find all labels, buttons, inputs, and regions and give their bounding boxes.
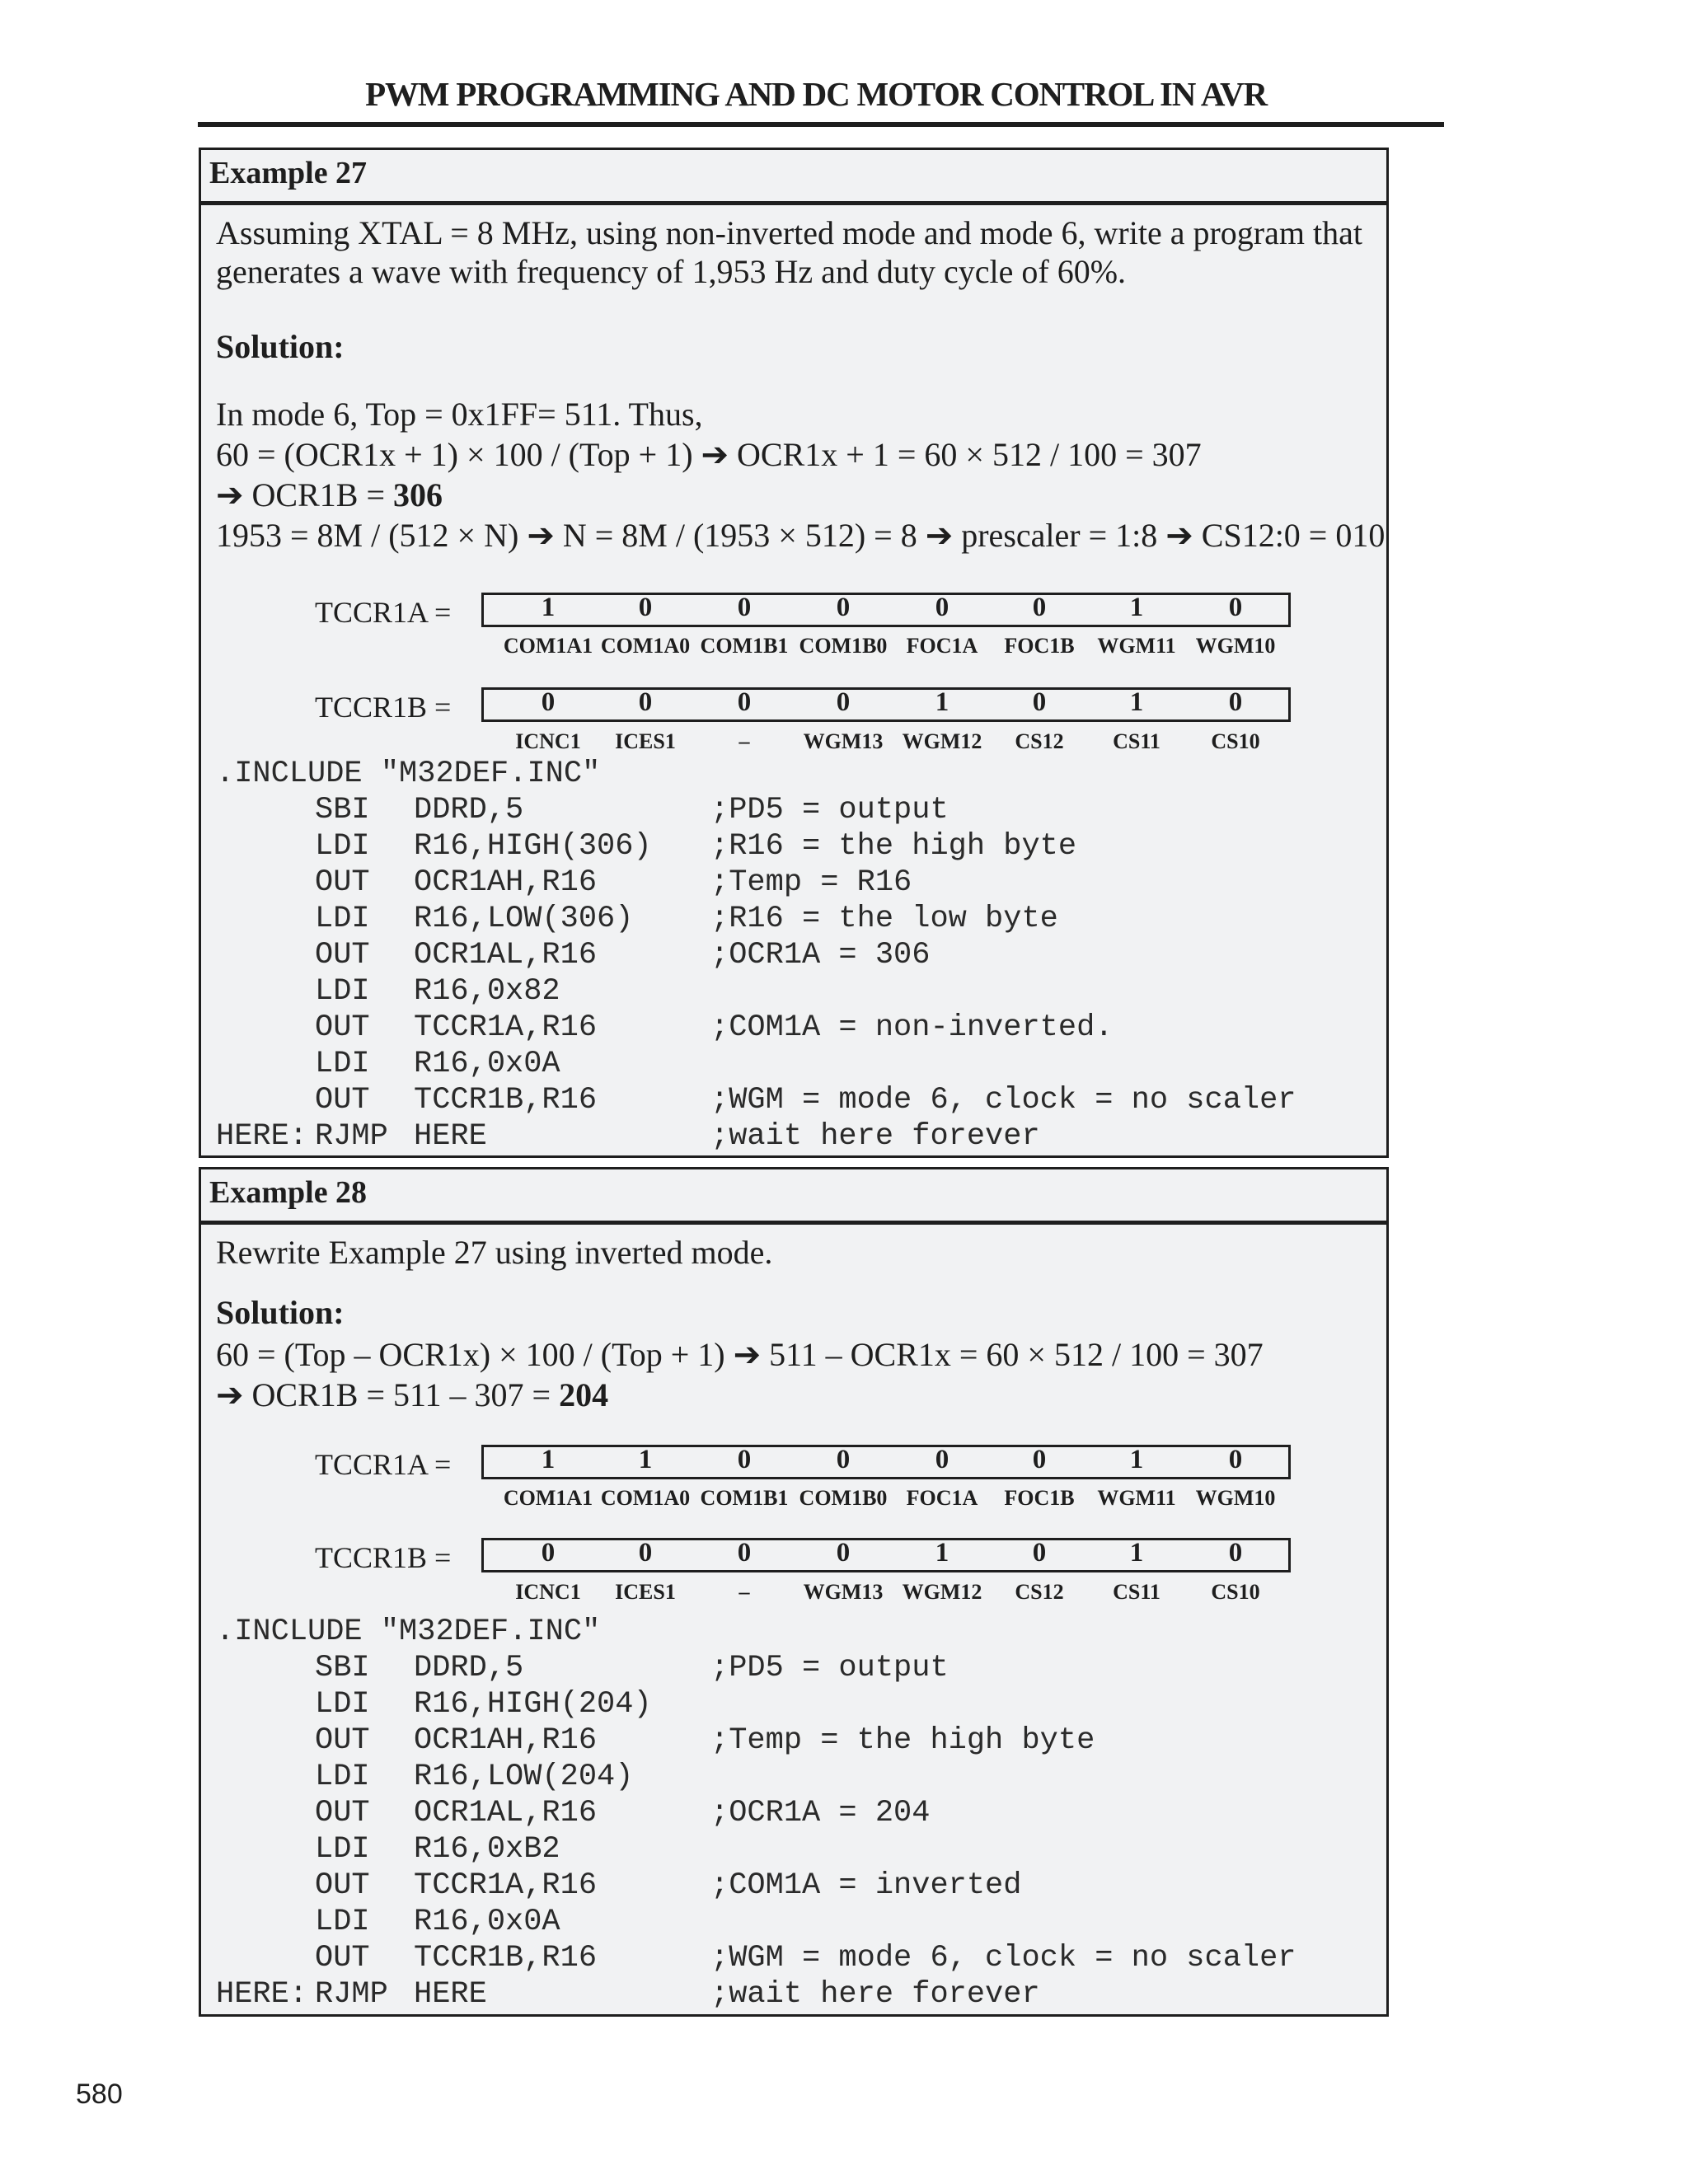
tccr1a-register: [481, 1445, 1291, 1479]
register-bit-name: CS11: [1113, 1580, 1160, 1604]
code-comment: ;COM1A = inverted: [710, 1868, 1022, 1903]
code-opcode: OUT: [315, 1723, 370, 1758]
register-bit-name: FOC1A: [906, 1486, 978, 1510]
code-opcode: LDI: [315, 1047, 370, 1081]
calc-line-3-text: ➔ OCR1B =: [216, 476, 393, 513]
code-comment: ;R16 = the low byte: [710, 902, 1058, 936]
example-28-title: Example 28: [201, 1169, 1386, 1225]
register-bit-name: WGM12: [902, 729, 982, 753]
code-comment: ;Temp = the high byte: [710, 1723, 1095, 1758]
register-bit-6: 0: [638, 687, 653, 717]
register-bit-3: 0: [935, 593, 950, 622]
code-operands: OCR1AL,R16: [414, 1796, 598, 1830]
code-operands: TCCR1B,R16: [414, 1083, 598, 1118]
register-bit-2: 0: [1032, 593, 1047, 622]
code-operands: R16,0x0A: [414, 1047, 560, 1081]
calc-line-1: 60 = (Top – OCR1x) × 100 / (Top + 1) ➔ 511 – OCR1x = 60 × 512 / 100 = 307: [216, 1336, 1264, 1373]
register-bit-name: –: [738, 1580, 750, 1604]
register-bit-name: CS11: [1113, 729, 1160, 753]
code-operands: OCR1AH,R16: [414, 865, 598, 900]
register-bit-name: ICNC1: [515, 1580, 581, 1604]
code-opcode: OUT: [315, 865, 370, 900]
calc-line-2-text: ➔ OCR1B = 511 – 307 =: [216, 1376, 560, 1413]
register-bit-3: 1: [935, 687, 950, 717]
register-bit-0: 0: [1228, 1538, 1243, 1568]
code-label: HERE:: [216, 1119, 308, 1154]
register-bit-name: COM1A1: [503, 634, 593, 658]
register-bit-name: CS12: [1015, 729, 1064, 753]
register-bit-4: 0: [836, 1445, 851, 1474]
register-bit-name: FOC1B: [1004, 1486, 1075, 1510]
register-bit-0: 0: [1228, 687, 1243, 717]
register-bit-name: CS10: [1211, 729, 1260, 753]
code-label: .INCLUDE "M32DEF.INC": [216, 757, 601, 791]
register-bit-6: 0: [638, 1538, 653, 1568]
problem-line-1: Assuming XTAL = 8 MHz, using non-inverted mode and mode 6, write a program that: [216, 214, 1362, 251]
tccr1b-register: [481, 1538, 1291, 1572]
register-bit-4: 0: [836, 1538, 851, 1568]
code-opcode: LDI: [315, 829, 370, 864]
code-operands: R16,LOW(204): [414, 1760, 634, 1794]
register-bit-3: 0: [935, 1445, 950, 1474]
register-bit-name: WGM11: [1097, 634, 1176, 658]
register-bit-name: ICES1: [615, 1580, 676, 1604]
register-bit-1: 1: [1129, 593, 1144, 622]
register-bit-1: 1: [1129, 687, 1144, 717]
tccr1a-label: TCCR1A =: [315, 1448, 452, 1481]
code-opcode: OUT: [315, 1796, 370, 1830]
code-opcode: LDI: [315, 974, 370, 1009]
code-opcode: RJMP: [315, 1977, 388, 2012]
example-27-title: Example 27: [201, 150, 1386, 205]
code-opcode: LDI: [315, 902, 370, 936]
register-bit-6: 0: [638, 593, 653, 622]
code-comment: ;OCR1A = 204: [710, 1796, 931, 1830]
register-bit-5: 0: [737, 687, 752, 717]
register-bit-6: 1: [638, 1445, 653, 1474]
register-bit-name: FOC1A: [906, 634, 978, 658]
ocr1b-value: 204: [559, 1376, 609, 1413]
tccr1a-label: TCCR1A =: [315, 596, 452, 629]
code-operands: TCCR1A,R16: [414, 1010, 598, 1045]
header-rule: [198, 122, 1444, 127]
code-label: .INCLUDE "M32DEF.INC": [216, 1615, 601, 1649]
register-bit-7: 1: [541, 1445, 556, 1474]
tccr1a-register: [481, 593, 1291, 627]
code-operands: HERE: [414, 1977, 487, 2012]
register-bit-name: ICNC1: [515, 729, 581, 753]
register-bit-name: COM1A0: [600, 634, 691, 658]
code-comment: ;WGM = mode 6, clock = no scaler: [710, 1083, 1296, 1118]
code-comment: ;Temp = R16: [710, 865, 912, 900]
code-operands: R16,LOW(306): [414, 902, 634, 936]
register-bit-name: WGM13: [803, 1580, 884, 1604]
code-opcode: SBI: [315, 793, 370, 827]
code-operands: OCR1AH,R16: [414, 1723, 598, 1758]
code-comment: ;WGM = mode 6, clock = no scaler: [710, 1941, 1296, 1975]
register-bit-name: CS10: [1211, 1580, 1260, 1604]
running-head: PWM PROGRAMMING AND DC MOTOR CONTROL IN AVR: [365, 75, 1267, 113]
code-opcode: LDI: [315, 1905, 370, 1939]
tccr1b-register: [481, 687, 1291, 722]
code-operands: R16,0x82: [414, 974, 560, 1009]
register-bit-0: 0: [1228, 1445, 1243, 1474]
register-bit-name: COM1A0: [600, 1486, 691, 1510]
register-bit-name: WGM10: [1195, 1486, 1276, 1510]
code-opcode: OUT: [315, 1083, 370, 1118]
code-operands: R16,HIGH(204): [414, 1687, 652, 1722]
register-bit-1: 1: [1129, 1445, 1144, 1474]
calc-line-2: 60 = (OCR1x + 1) × 100 / (Top + 1) ➔ OCR1x + 1 = 60 × 512 / 100 = 307: [216, 436, 1202, 473]
register-bit-3: 1: [935, 1538, 950, 1568]
calc-line-3: [216, 476, 443, 515]
register-bit-5: 0: [737, 593, 752, 622]
register-bit-2: 0: [1032, 1538, 1047, 1568]
code-operands: TCCR1A,R16: [414, 1868, 598, 1903]
register-bit-name: COM1A1: [503, 1486, 593, 1510]
code-opcode: OUT: [315, 938, 370, 972]
code-opcode: OUT: [315, 1010, 370, 1045]
register-bit-name: –: [738, 729, 750, 753]
code-operands: R16,0xB2: [414, 1832, 560, 1867]
code-opcode: LDI: [315, 1832, 370, 1867]
calc-line-4: 1953 = 8M / (512 × N) ➔ N = 8M / (1953 × 512) = 8 ➔ prescaler = 1:8 ➔ CS12:0 = 010: [216, 517, 1386, 554]
solution-heading: Solution:: [216, 1294, 345, 1331]
register-bit-0: 0: [1228, 593, 1243, 622]
code-opcode: RJMP: [315, 1119, 388, 1154]
ocr1b-value: 306: [393, 476, 443, 513]
code-comment: ;PD5 = output: [710, 793, 949, 827]
calc-line-2: [216, 1376, 608, 1415]
solution-heading: Solution:: [216, 328, 345, 365]
register-bit-name: FOC1B: [1004, 634, 1075, 658]
register-bit-2: 0: [1032, 687, 1047, 717]
register-bit-name: WGM11: [1097, 1486, 1176, 1510]
code-opcode: OUT: [315, 1868, 370, 1903]
code-opcode: SBI: [315, 1651, 370, 1685]
register-bit-name: ICES1: [615, 729, 676, 753]
register-bit-2: 0: [1032, 1445, 1047, 1474]
code-operands: R16,0x0A: [414, 1905, 560, 1939]
register-bit-1: 1: [1129, 1538, 1144, 1568]
register-bit-7: 1: [541, 593, 556, 622]
calc-line-1: In mode 6, Top = 0x1FF= 511. Thus,: [216, 396, 703, 433]
code-label: HERE:: [216, 1977, 308, 2012]
register-bit-name: CS12: [1015, 1580, 1064, 1604]
code-opcode: OUT: [315, 1941, 370, 1975]
problem-line-2: generates a wave with frequency of 1,953 Hz and duty cycle of 60%.: [216, 253, 1127, 290]
code-operands: DDRD,5: [414, 1651, 524, 1685]
code-operands: TCCR1B,R16: [414, 1941, 598, 1975]
register-bit-name: COM1B0: [799, 634, 888, 658]
example-28-box: [199, 1167, 1389, 2017]
problem-line-1: Rewrite Example 27 using inverted mode.: [216, 1234, 773, 1271]
code-comment: ;wait here forever: [710, 1977, 1040, 2012]
register-bit-4: 0: [836, 593, 851, 622]
tccr1b-label: TCCR1B =: [315, 691, 452, 724]
code-comment: ;COM1A = non-inverted.: [710, 1010, 1114, 1045]
code-comment: ;OCR1A = 306: [710, 938, 931, 972]
register-bit-name: COM1B1: [700, 1486, 789, 1510]
tccr1b-label: TCCR1B =: [315, 1541, 452, 1574]
register-bit-4: 0: [836, 687, 851, 717]
code-operands: HERE: [414, 1119, 487, 1154]
code-opcode: LDI: [315, 1760, 370, 1794]
register-bit-7: 0: [541, 1538, 556, 1568]
register-bit-name: WGM12: [902, 1580, 982, 1604]
code-comment: ;PD5 = output: [710, 1651, 949, 1685]
register-bit-7: 0: [541, 687, 556, 717]
register-bit-5: 0: [737, 1538, 752, 1568]
register-bit-name: COM1B1: [700, 634, 789, 658]
register-bit-name: COM1B0: [799, 1486, 888, 1510]
code-operands: DDRD,5: [414, 793, 524, 827]
code-comment: ;R16 = the high byte: [710, 829, 1077, 864]
register-bit-5: 0: [737, 1445, 752, 1474]
register-bit-name: WGM13: [803, 729, 884, 753]
code-opcode: LDI: [315, 1687, 370, 1722]
code-comment: ;wait here forever: [710, 1119, 1040, 1154]
example-27-box: [199, 148, 1389, 1158]
code-operands: R16,HIGH(306): [414, 829, 652, 864]
page-number: 580: [76, 2079, 123, 2110]
code-operands: OCR1AL,R16: [414, 938, 598, 972]
register-bit-name: WGM10: [1195, 634, 1276, 658]
